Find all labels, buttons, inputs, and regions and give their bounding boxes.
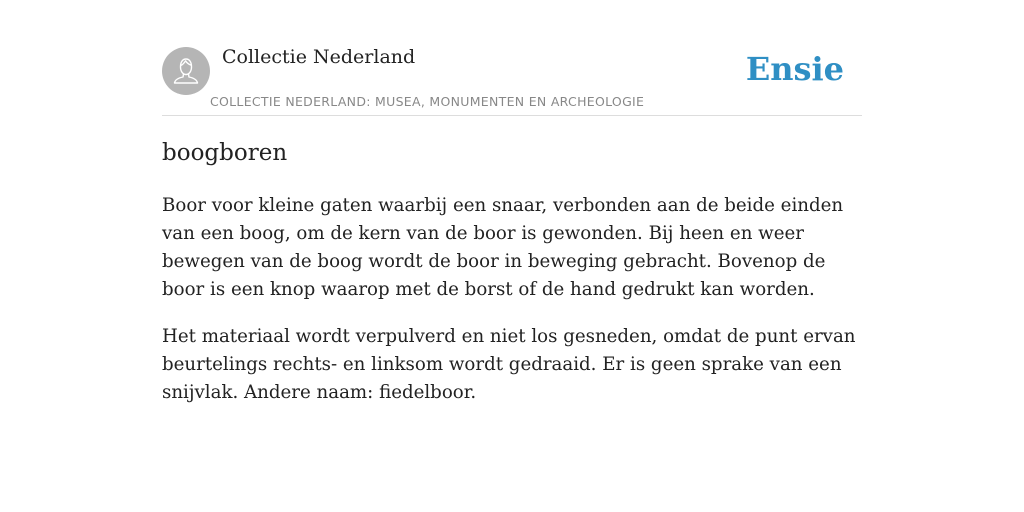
entry-card <box>162 0 862 512</box>
ensie-logo[interactable]: Ensie <box>745 50 844 88</box>
definition-paragraph: Het materiaal wordt verpulverd en niet los gesneden, omdat de punt ervan beurtelings rechts- en linksom wordt gedraaid. Er is geen sprake van een snijvlak. Andere naam: fiedelboor. <box>162 326 856 403</box>
avatar[interactable] <box>162 47 210 95</box>
definition-paragraph: Boor voor kleine gaten waarbij een snaar, verbonden aan de beide einden van een boog, om de kern van de boor is gewonden. Bij heen en weer bewegen van de boog wordt de boor in beweging gebracht. Bovenop de boor is een knop waarop met de borst of de hand gedrukt kan worden. <box>162 195 844 300</box>
definition-body <box>162 192 862 426</box>
user-icon <box>162 47 210 95</box>
collection-name[interactable]: COLLECTIE NEDERLAND: MUSEA, MONUMENTEN EN ARCHEOLOGIE <box>210 94 645 109</box>
page-title: boogboren <box>162 140 288 166</box>
entry-header <box>162 0 862 116</box>
author-name[interactable]: Collectie Nederland <box>222 46 416 68</box>
